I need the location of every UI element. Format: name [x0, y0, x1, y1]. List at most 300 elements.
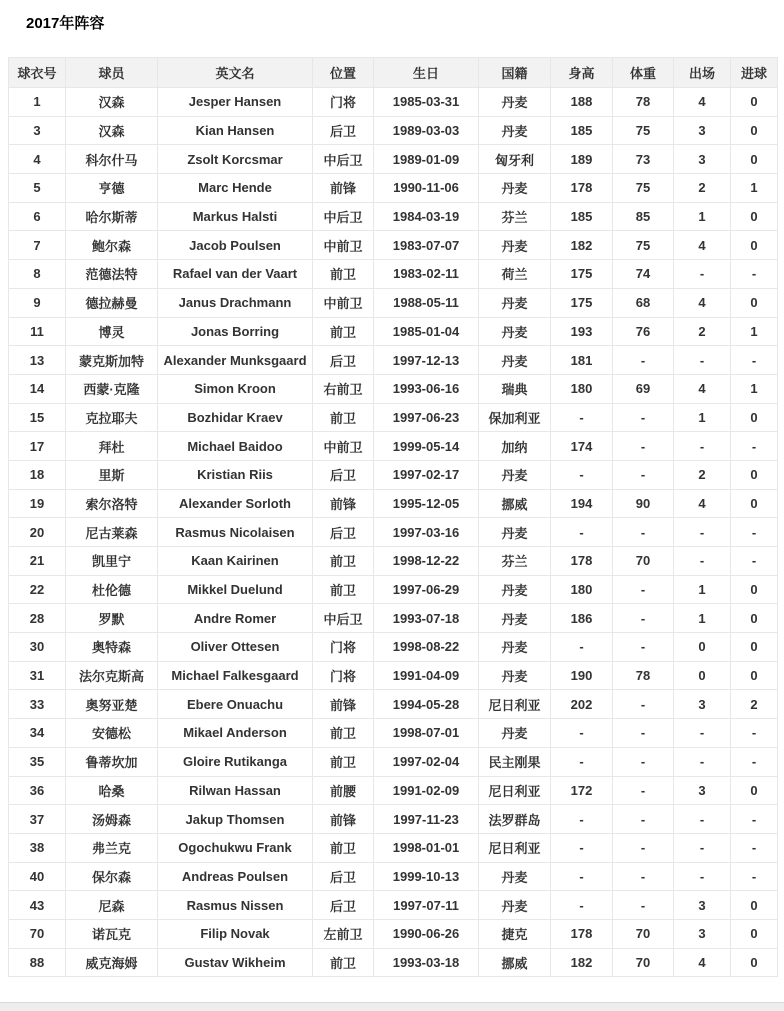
cell-goals: 0 [731, 145, 778, 174]
cell-appearances: 3 [674, 919, 731, 948]
cell-english-name: Kaan Kairinen [158, 547, 313, 576]
cell-english-name: Gloire Rutikanga [158, 747, 313, 776]
cell-appearances: - [674, 805, 731, 834]
cell-english-name: Jonas Borring [158, 317, 313, 346]
cell-nationality: 捷克 [479, 919, 551, 948]
table-row [9, 202, 778, 231]
cell-goals: - [731, 260, 778, 289]
cell-position: 前卫 [313, 833, 374, 862]
cell-position: 后卫 [313, 116, 374, 145]
cell-height: 182 [551, 948, 613, 977]
cell-position: 后卫 [313, 518, 374, 547]
cell-position: 前卫 [313, 260, 374, 289]
cell-position: 左前卫 [313, 919, 374, 948]
cell-height: 175 [551, 260, 613, 289]
cell-height: - [551, 719, 613, 748]
cell-position: 后卫 [313, 346, 374, 375]
cell-weight: - [613, 432, 674, 461]
cell-height: 186 [551, 604, 613, 633]
cell-height: 181 [551, 346, 613, 375]
cell-position: 前卫 [313, 747, 374, 776]
column-header-player: 球员 [66, 58, 158, 88]
page-title: 2017年阵容 [26, 15, 105, 32]
cell-weight: - [613, 747, 674, 776]
cell-nationality: 丹麦 [479, 518, 551, 547]
cell-nationality: 丹麦 [479, 231, 551, 260]
cell-goals: - [731, 547, 778, 576]
cell-nationality: 尼日利亚 [479, 776, 551, 805]
cell-weight: 70 [613, 547, 674, 576]
cell-english-name: Mikael Anderson [158, 719, 313, 748]
cell-nationality: 保加利亚 [479, 403, 551, 432]
cell-appearances: 2 [674, 460, 731, 489]
cell-weight: - [613, 460, 674, 489]
cell-height: - [551, 891, 613, 920]
cell-nationality: 丹麦 [479, 604, 551, 633]
cell-english-name: Andre Romer [158, 604, 313, 633]
cell-goals: 0 [731, 288, 778, 317]
cell-goals: - [731, 833, 778, 862]
cell-weight: - [613, 862, 674, 891]
cell-nationality: 丹麦 [479, 661, 551, 690]
cell-goals: 0 [731, 948, 778, 977]
cell-goals: - [731, 719, 778, 748]
cell-height: 190 [551, 661, 613, 690]
table-row [9, 489, 778, 518]
cell-weight: - [613, 805, 674, 834]
cell-appearances: - [674, 747, 731, 776]
table-row [9, 116, 778, 145]
cell-jersey-number: 20 [9, 518, 66, 547]
table-row [9, 948, 778, 977]
cell-weight: - [613, 633, 674, 662]
cell-goals: 0 [731, 403, 778, 432]
cell-jersey-number: 17 [9, 432, 66, 461]
cell-height: - [551, 460, 613, 489]
cell-player: 德拉赫曼 [66, 288, 158, 317]
cell-birthday: 1984-03-19 [374, 202, 479, 231]
cell-height: 185 [551, 116, 613, 145]
squad-table-body [9, 88, 778, 977]
cell-player: 范德法特 [66, 260, 158, 289]
cell-english-name: Kristian Riis [158, 460, 313, 489]
cell-nationality: 法罗群岛 [479, 805, 551, 834]
column-header-birthday: 生日 [374, 58, 479, 88]
cell-player: 亨德 [66, 174, 158, 203]
cell-appearances: - [674, 719, 731, 748]
cell-appearances: 4 [674, 374, 731, 403]
cell-nationality: 丹麦 [479, 88, 551, 117]
cell-nationality: 匈牙利 [479, 145, 551, 174]
column-header-weight: 体重 [613, 58, 674, 88]
cell-height: 178 [551, 174, 613, 203]
cell-appearances: 1 [674, 575, 731, 604]
cell-weight: - [613, 776, 674, 805]
cell-nationality: 芬兰 [479, 202, 551, 231]
cell-height: - [551, 403, 613, 432]
table-row [9, 346, 778, 375]
cell-weight: - [613, 403, 674, 432]
cell-goals: 0 [731, 460, 778, 489]
cell-english-name: Ebere Onuachu [158, 690, 313, 719]
cell-height: 178 [551, 919, 613, 948]
cell-nationality: 瑞典 [479, 374, 551, 403]
cell-birthday: 1997-02-04 [374, 747, 479, 776]
table-row [9, 547, 778, 576]
cell-nationality: 挪威 [479, 948, 551, 977]
cell-appearances: - [674, 432, 731, 461]
cell-appearances: 4 [674, 948, 731, 977]
cell-weight: - [613, 518, 674, 547]
cell-height: 175 [551, 288, 613, 317]
cell-nationality: 芬兰 [479, 547, 551, 576]
cell-goals: 0 [731, 661, 778, 690]
cell-birthday: 1989-01-09 [374, 145, 479, 174]
cell-jersey-number: 35 [9, 747, 66, 776]
cell-weight: - [613, 891, 674, 920]
cell-weight: - [613, 690, 674, 719]
column-header-height: 身高 [551, 58, 613, 88]
cell-birthday: 1999-10-13 [374, 862, 479, 891]
table-row [9, 260, 778, 289]
cell-position: 门将 [313, 88, 374, 117]
cell-appearances: 1 [674, 604, 731, 633]
cell-player: 汉森 [66, 116, 158, 145]
cell-nationality: 丹麦 [479, 346, 551, 375]
column-header-goals: 进球 [731, 58, 778, 88]
cell-height: 202 [551, 690, 613, 719]
cell-player: 西蒙·克隆 [66, 374, 158, 403]
cell-birthday: 1988-05-11 [374, 288, 479, 317]
cell-weight: 74 [613, 260, 674, 289]
cell-height: 172 [551, 776, 613, 805]
header-row [9, 58, 778, 88]
cell-english-name: Michael Falkesgaard [158, 661, 313, 690]
cell-english-name: Marc Hende [158, 174, 313, 203]
footer-bar [0, 1002, 784, 1011]
cell-jersey-number: 33 [9, 690, 66, 719]
cell-weight: - [613, 833, 674, 862]
cell-jersey-number: 28 [9, 604, 66, 633]
cell-player: 威克海姆 [66, 948, 158, 977]
cell-english-name: Filip Novak [158, 919, 313, 948]
cell-birthday: 1991-02-09 [374, 776, 479, 805]
cell-birthday: 1983-02-11 [374, 260, 479, 289]
cell-jersey-number: 1 [9, 88, 66, 117]
cell-birthday: 1998-08-22 [374, 633, 479, 662]
cell-nationality: 丹麦 [479, 116, 551, 145]
cell-english-name: Zsolt Korcsmar [158, 145, 313, 174]
cell-position: 前卫 [313, 948, 374, 977]
cell-player: 弗兰克 [66, 833, 158, 862]
cell-weight: 78 [613, 661, 674, 690]
cell-player: 科尔什马 [66, 145, 158, 174]
cell-player: 罗默 [66, 604, 158, 633]
cell-player: 尼森 [66, 891, 158, 920]
cell-birthday: 1991-04-09 [374, 661, 479, 690]
cell-goals: - [731, 518, 778, 547]
cell-birthday: 1983-07-07 [374, 231, 479, 260]
table-row [9, 862, 778, 891]
cell-height: - [551, 805, 613, 834]
cell-birthday: 1997-11-23 [374, 805, 479, 834]
cell-goals: 0 [731, 633, 778, 662]
cell-appearances: 3 [674, 145, 731, 174]
cell-appearances: 3 [674, 776, 731, 805]
cell-weight: - [613, 346, 674, 375]
table-row [9, 776, 778, 805]
cell-goals: 0 [731, 776, 778, 805]
cell-jersey-number: 30 [9, 633, 66, 662]
cell-english-name: Jesper Hansen [158, 88, 313, 117]
cell-english-name: Kian Hansen [158, 116, 313, 145]
cell-goals: - [731, 805, 778, 834]
cell-jersey-number: 5 [9, 174, 66, 203]
cell-player: 汉森 [66, 88, 158, 117]
cell-jersey-number: 21 [9, 547, 66, 576]
cell-nationality: 加纳 [479, 432, 551, 461]
cell-position: 前锋 [313, 174, 374, 203]
cell-nationality: 丹麦 [479, 288, 551, 317]
cell-jersey-number: 19 [9, 489, 66, 518]
cell-birthday: 1998-07-01 [374, 719, 479, 748]
cell-jersey-number: 43 [9, 891, 66, 920]
cell-english-name: Mikkel Duelund [158, 575, 313, 604]
cell-weight: 85 [613, 202, 674, 231]
table-row [9, 919, 778, 948]
cell-birthday: 1999-05-14 [374, 432, 479, 461]
cell-birthday: 1985-03-31 [374, 88, 479, 117]
cell-appearances: 4 [674, 288, 731, 317]
cell-position: 门将 [313, 633, 374, 662]
column-header-appearances: 出场 [674, 58, 731, 88]
cell-position: 前卫 [313, 719, 374, 748]
cell-goals: 1 [731, 374, 778, 403]
cell-english-name: Michael Baidoo [158, 432, 313, 461]
cell-weight: 75 [613, 231, 674, 260]
cell-position: 中前卫 [313, 432, 374, 461]
cell-jersey-number: 38 [9, 833, 66, 862]
cell-player: 蒙克斯加特 [66, 346, 158, 375]
cell-position: 前卫 [313, 547, 374, 576]
cell-birthday: 1997-06-23 [374, 403, 479, 432]
cell-weight: - [613, 719, 674, 748]
table-header [9, 58, 778, 88]
cell-weight: - [613, 575, 674, 604]
cell-birthday: 1997-07-11 [374, 891, 479, 920]
cell-height: 180 [551, 374, 613, 403]
cell-nationality: 丹麦 [479, 862, 551, 891]
cell-english-name: Bozhidar Kraev [158, 403, 313, 432]
cell-player: 诺瓦克 [66, 919, 158, 948]
table-row [9, 891, 778, 920]
cell-birthday: 1997-06-29 [374, 575, 479, 604]
cell-nationality: 丹麦 [479, 317, 551, 346]
cell-weight: 90 [613, 489, 674, 518]
cell-height: - [551, 833, 613, 862]
cell-english-name: Rilwan Hassan [158, 776, 313, 805]
cell-player: 汤姆森 [66, 805, 158, 834]
cell-birthday: 1993-03-18 [374, 948, 479, 977]
cell-birthday: 1997-02-17 [374, 460, 479, 489]
column-header-nationality: 国籍 [479, 58, 551, 88]
cell-appearances: 2 [674, 317, 731, 346]
cell-birthday: 1995-12-05 [374, 489, 479, 518]
cell-player: 尼古莱森 [66, 518, 158, 547]
cell-appearances: - [674, 260, 731, 289]
table-row [9, 661, 778, 690]
cell-birthday: 1993-07-18 [374, 604, 479, 633]
cell-position: 前卫 [313, 403, 374, 432]
cell-weight: 78 [613, 88, 674, 117]
cell-appearances: - [674, 833, 731, 862]
cell-jersey-number: 70 [9, 919, 66, 948]
cell-birthday: 1993-06-16 [374, 374, 479, 403]
column-header-english-name: 英文名 [158, 58, 313, 88]
cell-jersey-number: 8 [9, 260, 66, 289]
cell-goals: 2 [731, 690, 778, 719]
cell-height: 178 [551, 547, 613, 576]
cell-goals: - [731, 432, 778, 461]
cell-goals: 0 [731, 891, 778, 920]
cell-goals: - [731, 862, 778, 891]
cell-player: 鲁蒂坎加 [66, 747, 158, 776]
cell-english-name: Markus Halsti [158, 202, 313, 231]
cell-english-name: Alexander Sorloth [158, 489, 313, 518]
cell-goals: - [731, 346, 778, 375]
cell-position: 中后卫 [313, 604, 374, 633]
cell-height: - [551, 747, 613, 776]
cell-jersey-number: 18 [9, 460, 66, 489]
cell-jersey-number: 6 [9, 202, 66, 231]
cell-weight: 76 [613, 317, 674, 346]
cell-nationality: 民主刚果 [479, 747, 551, 776]
cell-goals: 0 [731, 202, 778, 231]
cell-height: 174 [551, 432, 613, 461]
cell-height: 193 [551, 317, 613, 346]
cell-weight: 69 [613, 374, 674, 403]
table-row [9, 633, 778, 662]
cell-goals: 0 [731, 489, 778, 518]
cell-jersey-number: 11 [9, 317, 66, 346]
cell-position: 中后卫 [313, 145, 374, 174]
cell-player: 保尔森 [66, 862, 158, 891]
cell-goals: 0 [731, 116, 778, 145]
table-row [9, 231, 778, 260]
cell-english-name: Rasmus Nissen [158, 891, 313, 920]
cell-position: 前锋 [313, 489, 374, 518]
cell-appearances: 1 [674, 403, 731, 432]
table-row [9, 174, 778, 203]
cell-player: 奥特森 [66, 633, 158, 662]
cell-goals: 0 [731, 604, 778, 633]
cell-player: 哈尔斯蒂 [66, 202, 158, 231]
cell-appearances: 4 [674, 88, 731, 117]
cell-height: 188 [551, 88, 613, 117]
cell-english-name: Oliver Ottesen [158, 633, 313, 662]
cell-nationality: 丹麦 [479, 633, 551, 662]
cell-player: 拜杜 [66, 432, 158, 461]
cell-jersey-number: 31 [9, 661, 66, 690]
cell-position: 前腰 [313, 776, 374, 805]
cell-nationality: 荷兰 [479, 260, 551, 289]
cell-english-name: Jacob Poulsen [158, 231, 313, 260]
cell-appearances: 3 [674, 116, 731, 145]
cell-appearances: - [674, 547, 731, 576]
cell-position: 前卫 [313, 575, 374, 604]
cell-player: 凯里宁 [66, 547, 158, 576]
cell-position: 前锋 [313, 805, 374, 834]
cell-nationality: 丹麦 [479, 575, 551, 604]
cell-english-name: Gustav Wikheim [158, 948, 313, 977]
squad-table [8, 57, 778, 977]
cell-player: 杜伦德 [66, 575, 158, 604]
cell-appearances: 3 [674, 690, 731, 719]
cell-birthday: 1997-03-16 [374, 518, 479, 547]
cell-weight: 75 [613, 116, 674, 145]
table-row [9, 88, 778, 117]
cell-goals: 1 [731, 317, 778, 346]
table-row [9, 317, 778, 346]
cell-position: 后卫 [313, 862, 374, 891]
cell-position: 中后卫 [313, 202, 374, 231]
cell-weight: 70 [613, 948, 674, 977]
table-row [9, 805, 778, 834]
table-row [9, 288, 778, 317]
cell-appearances: - [674, 518, 731, 547]
cell-appearances: 1 [674, 202, 731, 231]
column-header-position: 位置 [313, 58, 374, 88]
cell-jersey-number: 14 [9, 374, 66, 403]
cell-position: 中前卫 [313, 231, 374, 260]
cell-height: - [551, 633, 613, 662]
table-row [9, 145, 778, 174]
cell-birthday: 1990-06-26 [374, 919, 479, 948]
column-header-jersey-number: 球衣号 [9, 58, 66, 88]
cell-player: 哈桑 [66, 776, 158, 805]
cell-nationality: 尼日利亚 [479, 690, 551, 719]
cell-english-name: Andreas Poulsen [158, 862, 313, 891]
cell-nationality: 丹麦 [479, 174, 551, 203]
table-row [9, 690, 778, 719]
cell-height: 194 [551, 489, 613, 518]
cell-height: - [551, 862, 613, 891]
cell-height: 180 [551, 575, 613, 604]
cell-jersey-number: 22 [9, 575, 66, 604]
cell-appearances: 0 [674, 633, 731, 662]
cell-jersey-number: 4 [9, 145, 66, 174]
cell-player: 安德松 [66, 719, 158, 748]
cell-nationality: 挪威 [479, 489, 551, 518]
cell-jersey-number: 15 [9, 403, 66, 432]
cell-goals: 0 [731, 88, 778, 117]
cell-jersey-number: 37 [9, 805, 66, 834]
cell-weight: - [613, 604, 674, 633]
cell-appearances: 4 [674, 231, 731, 260]
cell-player: 博灵 [66, 317, 158, 346]
cell-appearances: - [674, 862, 731, 891]
cell-appearances: - [674, 346, 731, 375]
cell-english-name: Jakup Thomsen [158, 805, 313, 834]
cell-position: 门将 [313, 661, 374, 690]
cell-nationality: 丹麦 [479, 460, 551, 489]
cell-position: 前卫 [313, 317, 374, 346]
cell-height: - [551, 518, 613, 547]
cell-jersey-number: 34 [9, 719, 66, 748]
cell-position: 前锋 [313, 690, 374, 719]
table-row [9, 403, 778, 432]
cell-height: 185 [551, 202, 613, 231]
